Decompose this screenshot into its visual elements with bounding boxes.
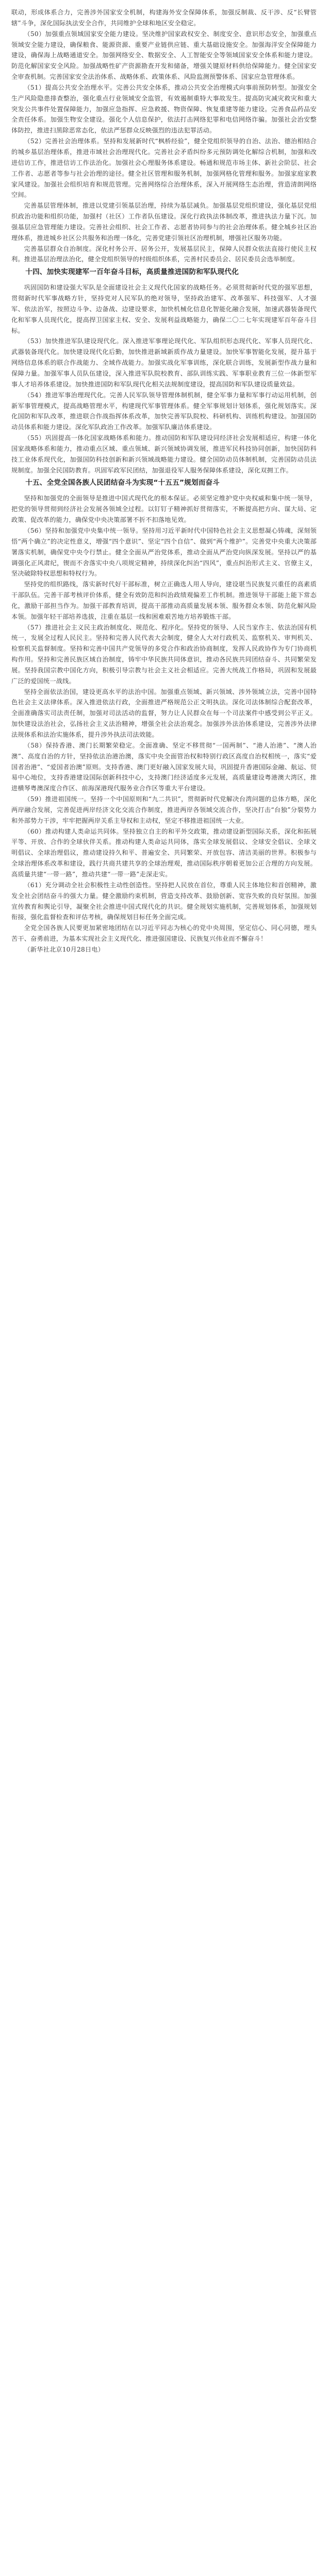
paragraph: 巩固国防和建设强大军队是全面建设社会主义现代化国家的战略任务。必须贯彻新时代党的强军思想，贯彻新时代军事战略方针，坚持党对人民军队的绝对领导，坚持政治建军、改革强军、科技强军、人才强军、依法治军，按照边斗争、边备战、边建设要求，加快机械化信息化智能化融合发展，加速武器装备现代化和军事人员现代化，提高捍卫国家主权、安全、发展利益战略能力，确保二〇二七年实现建军百年奋斗目标。 [11,284,317,334]
section-heading: 十四、加快实现建军一百年奋斗目标，高质量推进国防和军队现代化 [25,268,239,277]
paragraph: （57）推进社会主义民主政治制度化、规范化、程序化。坚持党的领导、人民当家作主、依法治国有机统一，发展全过程人民民主。坚持和完善人民代表大会制度，健全人大对行政机关、监察机关、审判机关、检察机关监督制度。坚持和完善中国共产党领导的多党合作和政治协商制度，发挥人民政协作为专门协商机构作用。坚持和完善民族区域自治制度，铸牢中华民族共同体意识，推动各民族共同团结奋斗、共同繁荣发展。坚持我国宗教中国化方向，积极引导宗教与社会主义社会相适应。完善大统战工作格局，巩固和发展最广泛的爱国统一战线。 [11,623,317,685]
paragraph: （55）巩固提高一体化国家战略体系和能力。推动国防和军队建设同经济社会发展相适应，构建一体化国家战略体系和能力，推动重点区域、重点领域、新兴领域协调发展，推进军民科技协同创新，加快国防科技工业体系现代化，加强国防科技创新和新兴领域战略能力建设。健全国防动员体制机制，完善国防动员法规制度。加强全民国防教育。巩固军政军民团结，加强退役军人服务保障体系建设，深化双拥工作。 [11,434,317,474]
paragraph: （61）充分调动全社会积极性主动性创造性。坚持把人民放在首位，尊重人民主体地位和首创精神，激发全社会团结奋斗的强大力量。健全激励约束机制，营造支持改革、鼓励创新、宽容失败的良好氛围。加强宣传教育和舆论引导，凝聚全社会推进中国式现代化的共识。健全规划实施机制，完善规划体系，加强规划衔接，强化监督检查和评估考核，确保规划目标任务全面完成。 [11,881,317,921]
paragraph: （59）推进祖国统一。坚持一个中国原则和“九二共识”，贯彻新时代党解决台湾问题的总体方略，深化两岸融合发展，完善促进两岸经济文化交流合作制度，推进两岸各领域交流合作，坚决打击“台独”分裂势力和外部势力干涉，牢牢把握两岸关系主导权和主动权，坚定不移推进祖国统一大业。 [11,795,317,824]
paragraph: 联动，形成体系合力，完善涉外国家安全机制，构建海外安全保障体系，加强反制裁、反干涉、反“长臂管辖”斗争，深化国际执法安全合作，共同维护全球和地区安全稳定。 [11,9,317,27]
paragraph: （53）加快推进军队建设现代化。深入推进军事理论现代化、军队组织形态现代化、军事人员现代化、武器装备现代化。加快建设现代化后勤，加快推进新域新质作战力量建设。加快军事智能化发展，提升基于网络信息体系的联合作战能力、全域作战能力。加强实战化军事训练，深化联合训练，发展新型作战力量和保障力量。加强军事人员队伍建设，深入推进军队院校教育、部队训练实践、军事职业教育三位一体新型军事人才培养体系建设。加快推进国防和军队现代化相关法规制度建设，提高国防和军队建设质量效益。 [11,337,317,388]
paragraph: （54）推进军事治理现代化。完善人民军队领导管理体制机制，健全军事力量和军事行动运用机制，创新军事管理模式，提高战略管理水平，构建现代军事管理体系。健全军事规划计划体系，强化规划落实。深化国防和军队改革，推进联合作战指挥体系改革，加快完善军队院校、科研机构、训练机构建设。加强国防动员体系和能力建设。深化军队政治工作改革。加强军队廉洁体系建设。 [11,391,317,431]
paragraph: （56）坚持和加强党中央集中统一领导。坚持用习近平新时代中国特色社会主义思想凝心铸魂，深刻领悟“两个确立”的决定性意义，增强“四个意识”、坚定“四个自信”、做到“两个维护”。完善党中央重大决策部署落实机制，确保党中央令行禁止。健全全面从严治党体系，推动全面从严治党向纵深发展。坚持以严的基调强化正风肃纪，锲而不舍落实中央八项规定精神，持续深化纠治“四风”，重点纠治形式主义、官僚主义，坚决破除特权思想和特权行为。 [11,527,317,578]
paragraph: 全党全国各族人民要更加紧密地团结在以习近平同志为核心的党中央周围，坚定信心、同心同德，埋头苦干、奋勇前进，为基本实现社会主义现代化、推进强国建设、民族复兴伟业而不懈奋斗！ [11,924,317,943]
paragraph: 坚持党的组织路线，落实新时代好干部标准，树立正确选人用人导向，建设堪当民族复兴重任的高素质干部队伍。完善干部考核评价体系，健全有效防范和纠治政绩观偏差工作机制。推进领导干部能上能下常态化，激励干部担当作为。加强干部教育培训，提高干部推动高质量发展本领、服务群众本领、防范化解风险本领。加强年轻干部培养选拔，注重在基层一线和困难艰苦地方培养锻炼干部。 [11,581,317,620]
paragraph: （51）提高公共安全治理水平。完善公共安全体系，推动公共安全治理模式向事前预防转型。加强安全生产风险隐患排查整治，强化重点行业领域安全监管，有效遏制重特大事故发生。提高防灾减灾救灾和重大突发公共事件处置保障能力，加强应急指挥、应急救援、物资保障、恢复重建等能力建设。完善食品药品安全责任体系。加强生物安全建设。强化个人信息保护，依法打击网络犯罪和电信网络诈骗。加强社会治安整体防控，推进扫黑除恶常态化，依法严惩群众反映强烈的违法犯罪活动。 [11,83,317,134]
paragraph: 坚持全面依法治国，建设更高水平的法治中国。加强重点领域、新兴领域、涉外领域立法，完善中国特色社会主义法律体系。深入推进依法行政，全面推进严格规范公正文明执法。深化司法体制综合配套改革，全面准确落实司法责任制，加强对司法活动的监督，努力让人民群众在每一个司法案件中感受到公平正义。加快建设法治社会，弘扬社会主义法治精神，增强全社会法治观念。加强涉外法治体系建设，完善涉外法律法规体系和法治实施体系，提升涉外执法司法效能。 [11,688,317,738]
paragraph: （58）保持香港、澳门长期繁荣稳定。全面准确、坚定不移贯彻“一国两制”、“港人治港”、“澳人治澳”、高度自治的方针，坚持依法治港治澳，落实中央全面管治权和特别行政区高度自治权相统一，落实“爱国者治港”、“爱国者治澳”原则。支持香港、澳门更好融入国家发展大局，巩固提升香港国际金融、航运、贸易中心地位，支持香港建设国际创新科技中心，支持澳门经济适度多元发展，高质量建设粤港澳大湾区，推进横琴粤澳深度合作区、前海深港现代服务业合作区等重大平台建设。 [11,741,317,792]
paragraph: 完善基层群众自治制度。深化村务公开、居务公开，发展基层民主，保障人民群众依法直接行使民主权利。推进基层治理法治化，健全党组织领导的村级组织体系，完善村民委员会、居民委员会选举制度。 [11,245,317,263]
news-source-line: （新华社北京10月28日电） [24,945,105,953]
paragraph: （50）加强重点领域国家安全能力建设。坚决维护国家政权安全、制度安全、意识形态安全，加强重点领域安全能力建设，确保粮食、能源资源、重要产业链供应链、重大基础设施安全。加强海洋安全保障能力建设，确保海上战略通道安全。加强网络安全、数据安全、人工智能安全等领域国家安全体系和能力建设。防范化解国家安全风险。加强战略性矿产资源勘查开发和储备，增强关键原材料供给保障能力。健全国家安全审查机制。完善国家安全法治体系、战略体系、政策体系、风险监测预警体系、国家应急管理体系。 [11,30,317,81]
paragraph: （60）推动构建人类命运共同体。坚持独立自主的和平外交政策，推动建设新型国际关系，深化和拓展平等、开放、合作的全球伙伴关系。推动构建人类命运共同体，落实全球发展倡议、全球安全倡议、全球文明倡议、全球治理倡议，推动建设持久和平、普遍安全、共同繁荣、开放包容、清洁美丽的世界。积极参与全球治理体系改革和建设，践行共商共建共享的全球治理观，推动国际秩序朝着更加公正合理的方向发展。高质量共建“一带一路”，推动共建“一带一路”走深走实。 [11,827,317,878]
section-heading: 十五、全党全国各族人民团结奋斗为实现“十五五”规划而奋斗 [25,479,220,487]
paragraph: （52）完善社会治理体系。坚持和发展新时代“枫桥经验”，健全党组织领导的自治、法治、德治相结合的城乡基层治理体系，推进市域社会治理现代化。完善社会矛盾纠纷多元预防调处化解综合机制，加强和改进信访工作，推进信访工作法治化。加强社会心理服务体系建设。畅通和规范市场主体、新社会阶层、社会工作者、志愿者等参与社会治理的途径。健全社区管理和服务机制，加强网格化管理和服务。加强家庭家教家风建设。加强社会组织培育和规范管理。完善网络综合治理体系，深入开展网络生态治理，营造清朗网络空间。 [11,138,317,199]
paragraph: 完善基层管理体制，推进以党建引领基层治理，持续为基层减负。加强基层党组织建设，强化基层党组织政治功能和组织功能，加强村（社区）工作者队伍建设。深化行政执法体制改革，推进执法力量下沉。加强基层应急管理能力建设。完善社会组织、社会工作者、志愿者协同参与的社会治理体系。健全城乡社区治理体系，推进城乡社区公共服务和治理一体化，完善党建引领社区治理机制，增强社区服务功能。 [11,202,317,242]
paragraph: 坚持和加强党的全面领导是推进中国式现代化的根本保证。必须坚定维护党中央权威和集中统一领导，把党的领导贯彻到经济社会发展各领域全过程。以钉钉子精神抓好贯彻落实，不断提高把方向、谋大局、定政策、促改革的能力，确保党中央决策部署不折不扣落地见效。 [11,495,317,524]
